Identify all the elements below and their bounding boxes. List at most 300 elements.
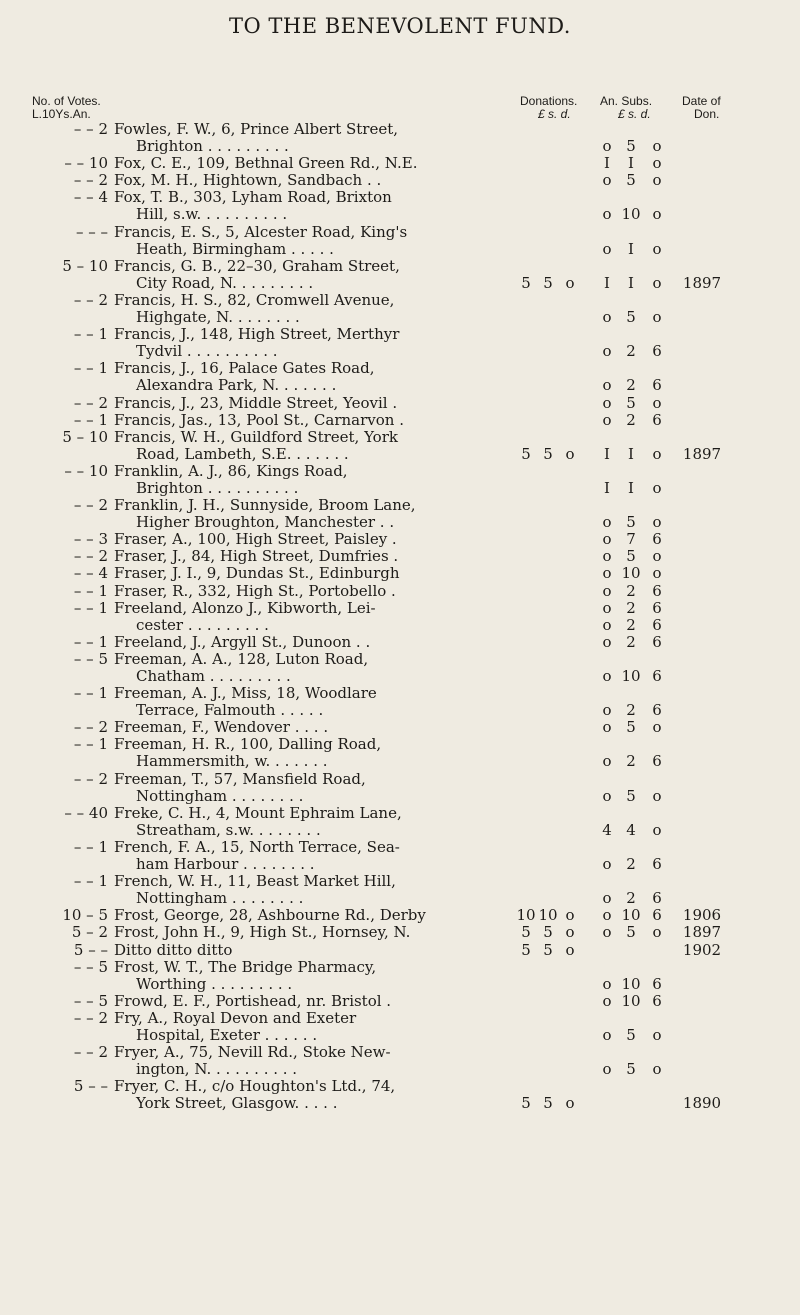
votes-header: No. of Votes. xyxy=(32,94,101,108)
subscriber-name: Frost, W. T., The Bridge Pharmacy, xyxy=(114,957,377,976)
subscriber-address: Tydvil . . . . . . . . . . xyxy=(136,342,278,361)
subs-pence: 6 xyxy=(652,906,662,925)
entry-line xyxy=(0,907,800,924)
subs-pence: o xyxy=(652,718,662,737)
subs-pounds: o xyxy=(602,974,612,993)
subscriber-address: ington, N. . . . . . . . . . xyxy=(136,1060,298,1079)
subscriber-name: Freeman, F., Wendover . . . . xyxy=(114,718,329,737)
votes-count: – – 2 xyxy=(73,769,108,788)
donation-pounds: 5 xyxy=(521,923,531,942)
entry-line xyxy=(0,463,800,480)
votes-count: 5 – 10 xyxy=(62,427,108,446)
entry-line xyxy=(0,924,800,941)
entry-line xyxy=(0,548,800,565)
subscriber-name: Fraser, A., 100, High Street, Paisley . xyxy=(114,530,397,549)
list-item xyxy=(0,634,800,651)
subs-pence: o xyxy=(652,547,662,566)
list-item xyxy=(0,805,800,839)
subs-shillings: 2 xyxy=(626,889,636,908)
subs-pounds: o xyxy=(602,410,612,429)
list-item xyxy=(0,497,800,531)
list-item xyxy=(0,736,800,770)
entry-line xyxy=(0,258,800,275)
subs-shillings: 5 xyxy=(626,923,636,942)
subs-shillings: 5 xyxy=(626,1025,636,1044)
entry-line xyxy=(0,822,800,839)
subs-shillings: 10 xyxy=(621,205,641,224)
subscriber-address: Brighton . . . . . . . . . xyxy=(136,137,289,156)
entry-line xyxy=(0,736,800,753)
subs-shillings: 5 xyxy=(626,513,636,532)
subs-pounds: o xyxy=(602,564,612,583)
votes-count: – – 1 xyxy=(73,632,108,651)
subs-pence: 6 xyxy=(652,598,662,617)
subs-pence: o xyxy=(652,786,662,805)
subscriber-name: Francis, G. B., 22–30, Graham Street, xyxy=(114,256,400,275)
entry-line xyxy=(0,172,800,189)
subs-pounds: o xyxy=(602,701,612,720)
subs-pence: 6 xyxy=(652,410,662,429)
subscriber-address: Worthing . . . . . . . . . xyxy=(136,974,293,993)
subs-pounds: o xyxy=(602,923,612,942)
donation-pence: o xyxy=(565,906,575,925)
votes-count: 5 – – xyxy=(73,940,108,959)
subs-pounds: 4 xyxy=(602,820,612,839)
entry-line xyxy=(0,1061,800,1078)
subscriber-address: Hammersmith, w. . . . . . . xyxy=(136,752,328,771)
subs-pounds: o xyxy=(602,1060,612,1079)
votes-count: – – 40 xyxy=(64,803,108,822)
votes-count: – – 4 xyxy=(73,564,108,583)
votes-count: – – 1 xyxy=(73,581,108,600)
entry-line xyxy=(0,497,800,514)
subs-pounds: o xyxy=(602,667,612,685)
subs-pence: o xyxy=(652,923,662,942)
donations-header: Donations. xyxy=(520,94,578,108)
subs-pounds: I xyxy=(604,273,610,292)
subs-pence: o xyxy=(652,393,662,412)
list-item xyxy=(0,189,800,223)
votes-count: – – 2 xyxy=(73,1008,108,1027)
subs-pence: o xyxy=(652,478,662,497)
votes-subheader: L.10Ys.An. xyxy=(32,107,91,121)
subscriber-name: Francis, J., 23, Middle Street, Yeovil . xyxy=(114,393,398,412)
votes-count: – – 3 xyxy=(73,530,108,549)
entry-line xyxy=(0,360,800,377)
entry-line xyxy=(0,839,800,856)
subscriber-address: Higher Broughton, Manchester . . xyxy=(136,513,395,532)
list-item xyxy=(0,172,800,189)
list-item xyxy=(0,258,800,292)
subs-pence: 6 xyxy=(652,991,662,1010)
subs-pounds: o xyxy=(602,239,612,258)
list-item xyxy=(0,395,800,412)
votes-count: – – 2 xyxy=(73,120,108,138)
subscriber-address: Nottingham . . . . . . . . xyxy=(136,786,304,805)
subs-shillings: I xyxy=(628,478,634,497)
donation-date: 1897 xyxy=(682,923,722,942)
entry-line xyxy=(0,224,800,241)
subs-shillings: 10 xyxy=(621,667,641,685)
votes-count: – – 10 xyxy=(64,154,108,173)
subs-pence: o xyxy=(652,154,662,173)
list-item xyxy=(0,1010,800,1044)
subs-pence: o xyxy=(652,273,662,292)
subs-pounds: o xyxy=(602,308,612,327)
entry-line xyxy=(0,1044,800,1061)
subs-pounds: o xyxy=(602,137,612,156)
entry-line xyxy=(0,1010,800,1027)
votes-count: – – 1 xyxy=(73,684,108,703)
subs-pounds: o xyxy=(602,547,612,566)
subs-header: An. Subs. xyxy=(600,94,653,108)
subs-pence: o xyxy=(652,820,662,839)
subs-pence: o xyxy=(652,1060,662,1079)
subs-pounds: o xyxy=(602,171,612,190)
entry-line xyxy=(0,446,800,463)
date-subheader: Don. xyxy=(694,107,720,121)
votes-count: – – 2 xyxy=(73,718,108,737)
list-item xyxy=(0,907,800,924)
entry-line xyxy=(0,1078,800,1095)
subscriber-name: Franklin, A. J., 86, Kings Road, xyxy=(114,461,348,480)
subscriber-address: Chatham . . . . . . . . . xyxy=(136,667,291,685)
subs-pence: o xyxy=(652,137,662,156)
subs-shillings: 5 xyxy=(626,393,636,412)
subs-pounds: I xyxy=(604,154,610,173)
entry-line xyxy=(0,788,800,805)
list-item xyxy=(0,1078,800,1112)
list-item xyxy=(0,771,800,805)
subscriber-name: Freeman, A. J., Miss, 18, Woodlare xyxy=(114,684,377,703)
entry-line xyxy=(0,1095,800,1112)
entry-line xyxy=(0,326,800,343)
subs-pence: 6 xyxy=(652,752,662,771)
entry-line xyxy=(0,993,800,1010)
entry-line xyxy=(0,275,800,292)
subscriber-name: Francis, H. S., 82, Cromwell Avenue, xyxy=(114,290,395,309)
list-item xyxy=(0,531,800,548)
list-item xyxy=(0,412,800,429)
subs-pence: 6 xyxy=(652,342,662,361)
subscriber-name: Fraser, J., 84, High Street, Dumfries . xyxy=(114,547,399,566)
entry-line xyxy=(0,651,800,668)
subscriber-name: Fryer, A., 75, Nevill Rd., Stoke New- xyxy=(114,1043,391,1062)
donation-date: 1890 xyxy=(682,1094,722,1113)
subs-pounds: o xyxy=(602,376,612,395)
subs-pounds: o xyxy=(602,513,612,532)
subscriber-name: Fox, T. B., 303, Lyham Road, Brixton xyxy=(114,188,392,207)
subs-shillings: 5 xyxy=(626,1060,636,1079)
donation-date: 1897 xyxy=(682,444,722,463)
list-item xyxy=(0,942,800,959)
subs-shillings: 2 xyxy=(626,632,636,651)
subscriber-address: Highgate, N. . . . . . . . xyxy=(136,308,300,327)
votes-count: – – 2 xyxy=(73,1043,108,1062)
subscriber-name: Frost, George, 28, Ashbourne Rd., Derby xyxy=(114,906,426,925)
entry-line xyxy=(0,155,800,172)
subscriber-address: Hill, s.w. . . . . . . . . . xyxy=(136,205,288,224)
subscriber-name: Francis, Jas., 13, Pool St., Carnarvon . xyxy=(114,410,404,429)
list-item xyxy=(0,873,800,907)
subscriber-name: Fry, A., Royal Devon and Exeter xyxy=(114,1008,357,1027)
subs-pence: o xyxy=(652,444,662,463)
list-item xyxy=(0,429,800,463)
votes-count: – – 1 xyxy=(73,598,108,617)
subscriber-name: Francis, J., 148, High Street, Merthyr xyxy=(114,325,400,344)
subs-pounds: o xyxy=(602,718,612,737)
subs-pence: 6 xyxy=(652,376,662,395)
entry-line xyxy=(0,685,800,702)
subs-pounds: o xyxy=(602,906,612,925)
subscriber-address: Hospital, Exeter . . . . . . xyxy=(136,1025,318,1044)
list-item xyxy=(0,121,800,155)
subscriber-name: Fowles, F. W., 6, Prince Albert Street, xyxy=(114,120,399,138)
subscriber-address: cester . . . . . . . . . xyxy=(136,615,269,634)
subs-shillings: 5 xyxy=(626,308,636,327)
list-item xyxy=(0,565,800,582)
subs-pounds: o xyxy=(602,581,612,600)
donation-pounds: 5 xyxy=(521,940,531,959)
entry-line xyxy=(0,942,800,959)
subs-shillings: 7 xyxy=(626,530,636,549)
entry-line xyxy=(0,771,800,788)
subscriber-name: Fox, C. E., 109, Bethnal Green Rd., N.E. xyxy=(114,154,418,173)
donation-pence: o xyxy=(565,444,575,463)
subs-shillings: 10 xyxy=(621,991,641,1010)
subs-shillings: 5 xyxy=(626,547,636,566)
donation-pence: o xyxy=(565,273,575,292)
votes-count: – – 1 xyxy=(73,325,108,344)
subs-pounds: I xyxy=(604,444,610,463)
entry-line xyxy=(0,514,800,531)
subs-pounds: o xyxy=(602,1025,612,1044)
entry-line xyxy=(0,873,800,890)
subs-pence: 6 xyxy=(652,581,662,600)
entry-line xyxy=(0,976,800,993)
subs-shillings: 2 xyxy=(626,410,636,429)
subscriber-name: Francis, W. H., Guildford Street, York xyxy=(114,427,398,446)
list-item xyxy=(0,583,800,600)
donation-shillings: 5 xyxy=(543,444,553,463)
entry-line xyxy=(0,1027,800,1044)
subs-pence: o xyxy=(652,564,662,583)
subs-pence: 6 xyxy=(652,855,662,874)
subscriber-address: York Street, Glasgow. . . . . xyxy=(136,1094,338,1113)
donation-pounds: 5 xyxy=(521,1094,531,1113)
subs-shillings: 5 xyxy=(626,718,636,737)
donation-shillings: 5 xyxy=(543,923,553,942)
list-item xyxy=(0,360,800,394)
donation-date: 1906 xyxy=(682,906,722,925)
date-header: Date of xyxy=(682,94,721,108)
subs-shillings: 2 xyxy=(626,581,636,600)
subs-pounds: o xyxy=(602,615,612,634)
list-item xyxy=(0,924,800,941)
donation-date: 1897 xyxy=(682,273,722,292)
subs-pence: 6 xyxy=(652,974,662,993)
votes-count: – – 5 xyxy=(73,957,108,976)
subscriber-address: ham Harbour . . . . . . . . xyxy=(136,855,315,874)
subs-pence: 6 xyxy=(652,667,662,685)
subscriber-address: Alexandra Park, N. . . . . . . xyxy=(136,376,337,395)
subscriber-address: Streatham, s.w. . . . . . . . xyxy=(136,820,321,839)
entry-line xyxy=(0,531,800,548)
subs-shillings: 5 xyxy=(626,171,636,190)
donation-shillings: 5 xyxy=(543,940,553,959)
subs-shillings: I xyxy=(628,154,634,173)
donation-pence: o xyxy=(565,923,575,942)
subscriber-name: Freke, C. H., 4, Mount Ephraim Lane, xyxy=(114,803,402,822)
list-item xyxy=(0,548,800,565)
subscriber-address: Road, Lambeth, S.E. . . . . . . xyxy=(136,444,349,463)
votes-count: – – 2 xyxy=(73,290,108,309)
subscriber-name: Fryer, C. H., c/o Houghton's Ltd., 74, xyxy=(114,1077,396,1096)
votes-count: – – 2 xyxy=(73,496,108,515)
subscriber-name: Franklin, J. H., Sunnyside, Broom Lane, xyxy=(114,496,416,515)
subscriber-name: Freeman, H. R., 100, Dalling Road, xyxy=(114,735,382,754)
subscriber-name: French, F. A., 15, North Terrace, Sea- xyxy=(114,837,400,856)
votes-count: – – 4 xyxy=(73,188,108,207)
entry-line xyxy=(0,309,800,326)
donation-pounds: 5 xyxy=(521,273,531,292)
subs-shillings: I xyxy=(628,273,634,292)
subscriber-name: Freeland, Alonzo J., Kibworth, Lei- xyxy=(114,598,376,617)
votes-count: – – 1 xyxy=(73,872,108,891)
list-item xyxy=(0,224,800,258)
entry-line xyxy=(0,890,800,907)
list-item xyxy=(0,600,800,634)
subscriber-name: Francis, E. S., 5, Alcester Road, King's xyxy=(114,222,408,241)
list-item xyxy=(0,993,800,1010)
subs-units: £ s. d. xyxy=(618,107,651,121)
donation-pence: o xyxy=(565,1094,575,1113)
list-item xyxy=(0,326,800,360)
subs-pence: 6 xyxy=(652,889,662,908)
entry-line xyxy=(0,343,800,360)
list-item xyxy=(0,292,800,326)
list-item xyxy=(0,463,800,497)
list-item xyxy=(0,839,800,873)
subs-pence: o xyxy=(652,513,662,532)
votes-count: 5 – 10 xyxy=(62,256,108,275)
subscriber-address: Brighton . . . . . . . . . . xyxy=(136,478,299,497)
entry-line xyxy=(0,292,800,309)
votes-count: – – 1 xyxy=(73,837,108,856)
entry-line xyxy=(0,412,800,429)
subs-pounds: o xyxy=(602,855,612,874)
subs-shillings: 5 xyxy=(626,137,636,156)
subscriber-name: Freeman, T., 57, Mansfield Road, xyxy=(114,769,366,788)
entry-line xyxy=(0,959,800,976)
entry-line xyxy=(0,395,800,412)
entry-line xyxy=(0,617,800,634)
entry-line xyxy=(0,429,800,446)
subs-pounds: o xyxy=(602,598,612,617)
list-item xyxy=(0,651,800,685)
subs-pounds: I xyxy=(604,478,610,497)
votes-count: – – 1 xyxy=(73,410,108,429)
subs-pounds: o xyxy=(602,342,612,361)
entry-line xyxy=(0,600,800,617)
subs-pounds: o xyxy=(602,752,612,771)
list-item xyxy=(0,719,800,736)
entry-line xyxy=(0,241,800,258)
subs-pence: o xyxy=(652,1025,662,1044)
subs-shillings: 4 xyxy=(626,820,636,839)
subscriber-address: Terrace, Falmouth . . . . . xyxy=(136,701,324,720)
votes-count: – – 2 xyxy=(73,547,108,566)
subs-shillings: 2 xyxy=(626,701,636,720)
subs-shillings: I xyxy=(628,444,634,463)
votes-count: 5 – – xyxy=(73,1077,108,1096)
subs-pounds: o xyxy=(602,530,612,549)
subscriber-name: Fraser, R., 332, High St., Portobello . xyxy=(114,581,396,600)
subs-pence: 6 xyxy=(652,530,662,549)
votes-count: – – 2 xyxy=(73,393,108,412)
list-item xyxy=(0,1044,800,1078)
subs-pounds: o xyxy=(602,393,612,412)
subs-shillings: 10 xyxy=(621,564,641,583)
subs-pounds: o xyxy=(602,889,612,908)
subscriber-name: French, W. H., 11, Beast Market Hill, xyxy=(114,872,396,891)
votes-count: – – 1 xyxy=(73,359,108,378)
subs-pence: 6 xyxy=(652,615,662,634)
entry-line xyxy=(0,702,800,719)
subs-pounds: o xyxy=(602,205,612,224)
subs-pence: 6 xyxy=(652,701,662,720)
entry-line xyxy=(0,668,800,685)
entry-line xyxy=(0,565,800,582)
subscriber-name: Frowd, E. F., Portishead, nr. Bristol . xyxy=(114,991,392,1010)
entry-line xyxy=(0,719,800,736)
votes-count: – – – xyxy=(75,222,108,241)
entry-line xyxy=(0,634,800,651)
entry-line xyxy=(0,856,800,873)
subs-shillings: 2 xyxy=(626,376,636,395)
votes-count: 5 – 2 xyxy=(71,923,108,942)
subs-shillings: 5 xyxy=(626,786,636,805)
subs-pence: o xyxy=(652,205,662,224)
votes-count: – – 5 xyxy=(73,991,108,1010)
subscriber-address: City Road, N. . . . . . . . . xyxy=(136,273,314,292)
subscriber-name: Fraser, J. I., 9, Dundas St., Edinburgh xyxy=(114,564,400,583)
votes-count: 10 – 5 xyxy=(62,906,108,925)
subs-pounds: o xyxy=(602,991,612,1010)
entry-line xyxy=(0,753,800,770)
donation-pounds: 5 xyxy=(521,444,531,463)
entry-line xyxy=(0,121,800,138)
subs-shillings: 2 xyxy=(626,598,636,617)
page-title: TO THE BENEVOLENT FUND. xyxy=(229,14,571,38)
donation-pounds: 10 xyxy=(516,906,536,925)
subscriber-list xyxy=(0,121,800,1112)
subscriber-name: Freeland, J., Argyll St., Dunoon . . xyxy=(114,632,371,651)
list-item xyxy=(0,685,800,719)
subs-shillings: I xyxy=(628,239,634,258)
donation-shillings: 5 xyxy=(543,273,553,292)
subs-shillings: 2 xyxy=(626,342,636,361)
entry-line xyxy=(0,138,800,155)
donation-shillings: 5 xyxy=(543,1094,553,1113)
subs-pence: o xyxy=(652,239,662,258)
entry-line xyxy=(0,583,800,600)
subs-shillings: 10 xyxy=(621,906,641,925)
donation-shillings: 10 xyxy=(538,906,558,925)
donation-date: 1902 xyxy=(682,940,722,959)
subs-pounds: o xyxy=(602,632,612,651)
entry-line xyxy=(0,206,800,223)
